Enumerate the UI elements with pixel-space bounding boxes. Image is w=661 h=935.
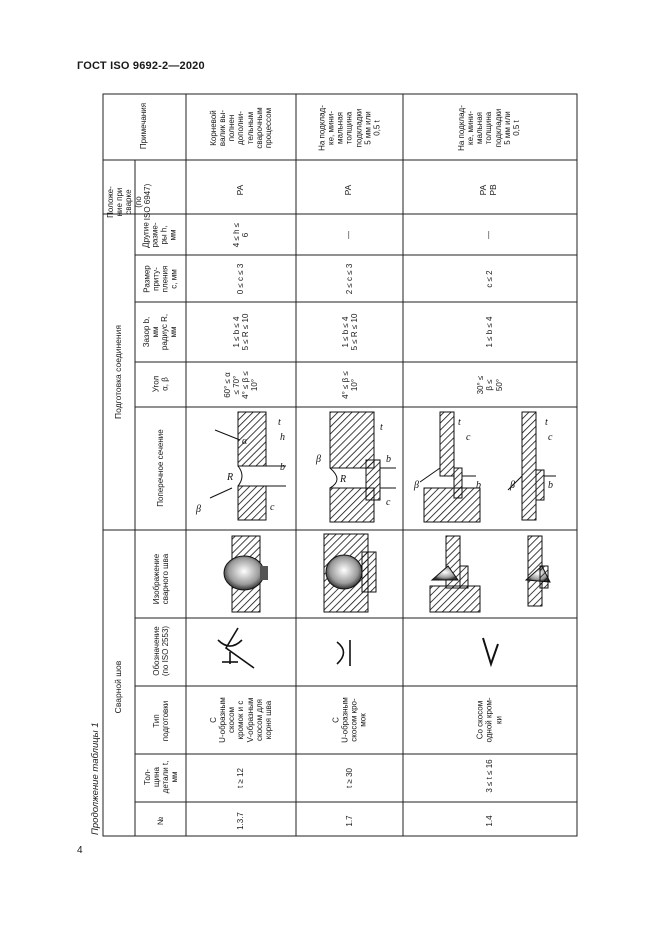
row1-label-c: c: [270, 502, 275, 513]
row2-root: 2 ≤ c ≤ 3: [345, 263, 355, 295]
header-no: №: [156, 816, 166, 826]
row3-label-b-1: b: [476, 480, 481, 491]
row2-label-c: c: [386, 497, 391, 508]
header-gap: Зазор b, мм радиус R, мм: [141, 313, 179, 351]
header-prep-group: Подготовка соединения: [113, 325, 124, 419]
row1-type: С U-образным скосом кромок и с V-образным скосом для корня шва: [208, 697, 273, 743]
header-type: Тип подготовки: [151, 700, 170, 742]
row1-weld-symbol-icon: [218, 628, 254, 668]
header-position: Положе- ние при сварке (по ISO 6947): [106, 183, 152, 221]
row2-no: 1.7: [345, 815, 355, 827]
row1-position: PA: [235, 184, 246, 196]
row2-type: С U-образным скосом кро- мок: [331, 697, 368, 743]
row3-no: 1.4: [485, 815, 495, 827]
row3-gap: 1 ≤ b ≤ 4: [485, 316, 495, 348]
header-weld-image: Изображение сварного шва: [151, 553, 170, 605]
row3-label-t-2: t: [545, 417, 548, 428]
row2-label-beta: β: [316, 454, 321, 465]
row2-label-t: t: [380, 422, 383, 433]
row1-label-h: h: [280, 432, 285, 443]
row1-angle: 60° ≤ α ≤ 70° 4° ≤ β ≤ 10°: [222, 371, 260, 399]
row1-thickness: t ≥ 12: [236, 768, 246, 788]
row2-thickness: t ≥ 30: [345, 768, 355, 788]
row3-label-beta-2: β: [510, 480, 515, 491]
header-cross-section: Поперечное сечение: [156, 429, 166, 507]
row1-label-R: R: [227, 472, 234, 483]
row3-weld-image-2-icon: [526, 536, 550, 606]
row1-label-beta: β: [196, 504, 201, 515]
row3-angle: 30° ≤ β ≤ 50°: [476, 375, 504, 395]
row2-weld-image-icon: [324, 534, 376, 612]
row1-application: Корневой валик вы- полнен дополни- тельным сварочным процессом: [208, 107, 273, 149]
row2-gap: 1 ≤ b ≤ 4 5 ≤ R ≤ 10: [340, 313, 359, 351]
row3-weld-image-1-icon: [430, 536, 480, 612]
row3-cross-section-1-drawing: [420, 412, 480, 522]
row1-root: 0 ≤ c ≤ 3: [236, 263, 246, 295]
row3-label-c-2: c: [548, 432, 553, 443]
row3-label-beta-1: β: [414, 480, 419, 491]
document-title: ГОСТ ISO 9692-2—2020: [77, 60, 205, 72]
row3-label-b-2: b: [548, 480, 553, 491]
row1-no: 1.3.7: [236, 812, 246, 830]
header-thickness: Тол- щина детали t, мм: [142, 760, 180, 794]
header-root: Размер приту- пления c, мм: [142, 265, 179, 293]
row3-position: PA PB: [478, 184, 498, 196]
row1-other: 4 ≤ h ≤ 6: [231, 222, 250, 248]
header-symbol: Обозначение (по ISO 2553): [151, 625, 170, 677]
row1-gap: 1 ≤ b ≤ 4 5 ≤ R ≤ 10: [231, 313, 250, 351]
row2-application: На подклад- ке, мини- мальная толщина подкладки 5 мм или 0,5 t: [317, 105, 382, 151]
row3-cross-section-2-drawing: [508, 412, 556, 520]
row1-label-t: t: [278, 417, 281, 428]
row2-weld-symbol-icon: [337, 640, 350, 666]
row3-weld-symbol-icon: [483, 638, 498, 664]
row3-application: На подклад- ке, мини- мальная толщина подкладки 5 мм или 0,5 t: [456, 105, 521, 151]
header-application: Примечания: [139, 102, 149, 150]
row1-weld-image-icon: [224, 536, 268, 612]
row1-cross-section-drawing: [210, 412, 286, 520]
header-angle: Угол α, β: [151, 375, 170, 393]
row1-label-b: b: [280, 462, 285, 473]
row2-position: PA: [343, 184, 354, 196]
row3-type: Со скосом одной кром- ки: [475, 697, 504, 743]
row2-label-b: b: [386, 454, 391, 465]
header-other: Другие разме- ры h, мм: [141, 222, 178, 248]
row3-thickness: 3 ≤ t ≤ 16: [485, 759, 495, 793]
row3-other: —: [484, 231, 494, 239]
row2-angle: 4° ≤ β ≤ 10°: [340, 371, 359, 399]
page-number: 4: [77, 845, 83, 856]
row1-label-alpha: α: [242, 436, 248, 447]
header-weld-group: Сварной шов: [113, 660, 124, 714]
row2-label-R: R: [340, 474, 347, 485]
row3-label-c-1: c: [466, 432, 471, 443]
table-continuation-note: Продолжение таблицы 1: [90, 722, 101, 835]
row2-other: —: [344, 231, 354, 239]
row3-root: c ≤ 2: [485, 270, 495, 288]
row3-label-t-1: t: [458, 417, 461, 428]
